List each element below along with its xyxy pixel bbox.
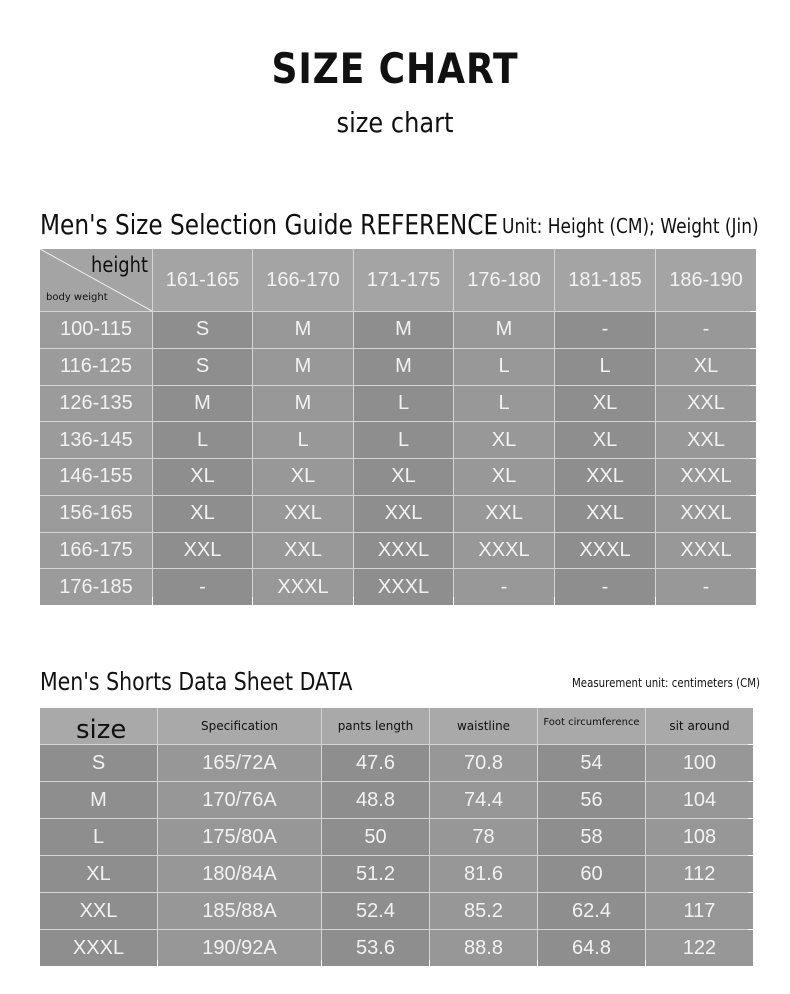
weight-range-label: 146-155	[40, 459, 152, 495]
size-cell: XXXL	[656, 533, 756, 569]
size-cell: M	[354, 312, 453, 348]
measurement-cell: 50	[322, 819, 429, 855]
size-cell: M	[253, 312, 353, 348]
size-guide-unit: Unit: Height (CM); Weight (Jin)	[502, 214, 759, 238]
size-cell: XL	[153, 459, 252, 495]
table-corner-header	[40, 249, 152, 311]
weight-range-label: 136-145	[40, 422, 152, 458]
measurement-cell: 64.8	[538, 930, 645, 966]
size-cell: XXXL	[555, 533, 655, 569]
size-cell: XXL	[153, 533, 252, 569]
page-title: SIZE CHART	[271, 44, 519, 93]
size-cell: XL	[454, 459, 554, 495]
measurement-cell: 117	[646, 893, 753, 929]
size-cell: L	[555, 349, 655, 385]
corner-weight-label: body weight	[46, 292, 108, 303]
size-cell: M	[454, 312, 554, 348]
size-cell: -	[153, 569, 252, 605]
measurement-cell: 70.8	[430, 745, 537, 781]
size-cell: XXL	[555, 496, 655, 532]
measurement-cell: 52.4	[322, 893, 429, 929]
size-cell: -	[555, 312, 655, 348]
size-cell: XXXL	[253, 569, 353, 605]
size-cell: XXL	[555, 459, 655, 495]
size-label: XL	[40, 856, 157, 892]
size-label: S	[40, 745, 157, 781]
size-guide-table	[40, 249, 750, 597]
measurement-cell: 47.6	[322, 745, 429, 781]
size-cell: M	[253, 349, 353, 385]
size-cell: XXL	[354, 496, 453, 532]
height-range-header: 171-175	[354, 249, 453, 311]
weight-range-label: 100-115	[40, 312, 152, 348]
measurement-cell: 175/80A	[158, 819, 321, 855]
size-cell: XL	[555, 386, 655, 422]
column-header: pants length	[322, 708, 429, 744]
shorts-sheet-unit: Measurement unit: centimeters (CM)	[572, 676, 761, 690]
size-cell: M	[354, 349, 453, 385]
weight-range-label: 176-185	[40, 569, 152, 605]
size-cell: XXL	[253, 496, 353, 532]
column-header: waistline	[430, 708, 537, 744]
measurement-cell: 81.6	[430, 856, 537, 892]
height-range-header: 186-190	[656, 249, 756, 311]
measurement-cell: 165/72A	[158, 745, 321, 781]
column-header: Foot circumference	[538, 708, 645, 744]
size-cell: M	[153, 386, 252, 422]
size-cell: XXXL	[656, 496, 756, 532]
size-cell: XL	[555, 422, 655, 458]
column-header: size	[40, 708, 157, 744]
weight-range-label: 156-165	[40, 496, 152, 532]
shorts-data-table	[40, 708, 748, 960]
measurement-cell: 74.4	[430, 782, 537, 818]
size-cell: L	[454, 386, 554, 422]
measurement-cell: 54	[538, 745, 645, 781]
measurement-cell: 108	[646, 819, 753, 855]
height-range-header: 161-165	[153, 249, 252, 311]
size-cell: M	[253, 386, 353, 422]
size-cell: XL	[354, 459, 453, 495]
measurement-cell: 60	[538, 856, 645, 892]
page-subtitle: size chart	[336, 106, 454, 139]
size-cell: L	[354, 386, 453, 422]
measurement-cell: 180/84A	[158, 856, 321, 892]
size-label: L	[40, 819, 157, 855]
height-range-header: 176-180	[454, 249, 554, 311]
measurement-cell: 48.8	[322, 782, 429, 818]
size-cell: S	[153, 349, 252, 385]
size-cell: XL	[656, 349, 756, 385]
size-cell: -	[656, 569, 756, 605]
measurement-cell: 53.6	[322, 930, 429, 966]
size-cell: XL	[454, 422, 554, 458]
measurement-cell: 56	[538, 782, 645, 818]
weight-range-label: 166-175	[40, 533, 152, 569]
size-cell: -	[656, 312, 756, 348]
size-guide-heading: Men's Size Selection Guide REFERENCE	[40, 208, 499, 241]
size-cell: L	[454, 349, 554, 385]
size-label: XXL	[40, 893, 157, 929]
measurement-cell: 185/88A	[158, 893, 321, 929]
size-cell: XL	[253, 459, 353, 495]
size-cell: XXXL	[354, 533, 453, 569]
height-range-header: 166-170	[253, 249, 353, 311]
measurement-cell: 100	[646, 745, 753, 781]
size-cell: XXL	[656, 422, 756, 458]
measurement-cell: 104	[646, 782, 753, 818]
size-cell: XXL	[656, 386, 756, 422]
weight-range-label: 116-125	[40, 349, 152, 385]
measurement-cell: 88.8	[430, 930, 537, 966]
size-label: XXXL	[40, 930, 157, 966]
column-header: Specification	[158, 708, 321, 744]
measurement-cell: 58	[538, 819, 645, 855]
size-cell: L	[354, 422, 453, 458]
column-header: sit around	[646, 708, 753, 744]
size-cell: L	[253, 422, 353, 458]
size-cell: L	[153, 422, 252, 458]
corner-height-label: height	[91, 253, 148, 277]
measurement-cell: 112	[646, 856, 753, 892]
height-range-header: 181-185	[555, 249, 655, 311]
size-label: M	[40, 782, 157, 818]
size-cell: -	[555, 569, 655, 605]
size-cell: -	[454, 569, 554, 605]
size-cell: XXXL	[454, 533, 554, 569]
measurement-cell: 190/92A	[158, 930, 321, 966]
size-cell: XXXL	[656, 459, 756, 495]
size-cell: XXL	[454, 496, 554, 532]
measurement-cell: 85.2	[430, 893, 537, 929]
size-cell: XL	[153, 496, 252, 532]
shorts-sheet-heading: Men's Shorts Data Sheet DATA	[40, 667, 353, 696]
measurement-cell: 170/76A	[158, 782, 321, 818]
measurement-cell: 62.4	[538, 893, 645, 929]
measurement-cell: 78	[430, 819, 537, 855]
size-cell: XXL	[253, 533, 353, 569]
measurement-cell: 51.2	[322, 856, 429, 892]
measurement-cell: 122	[646, 930, 753, 966]
size-cell: XXXL	[354, 569, 453, 605]
weight-range-label: 126-135	[40, 386, 152, 422]
size-cell: S	[153, 312, 252, 348]
